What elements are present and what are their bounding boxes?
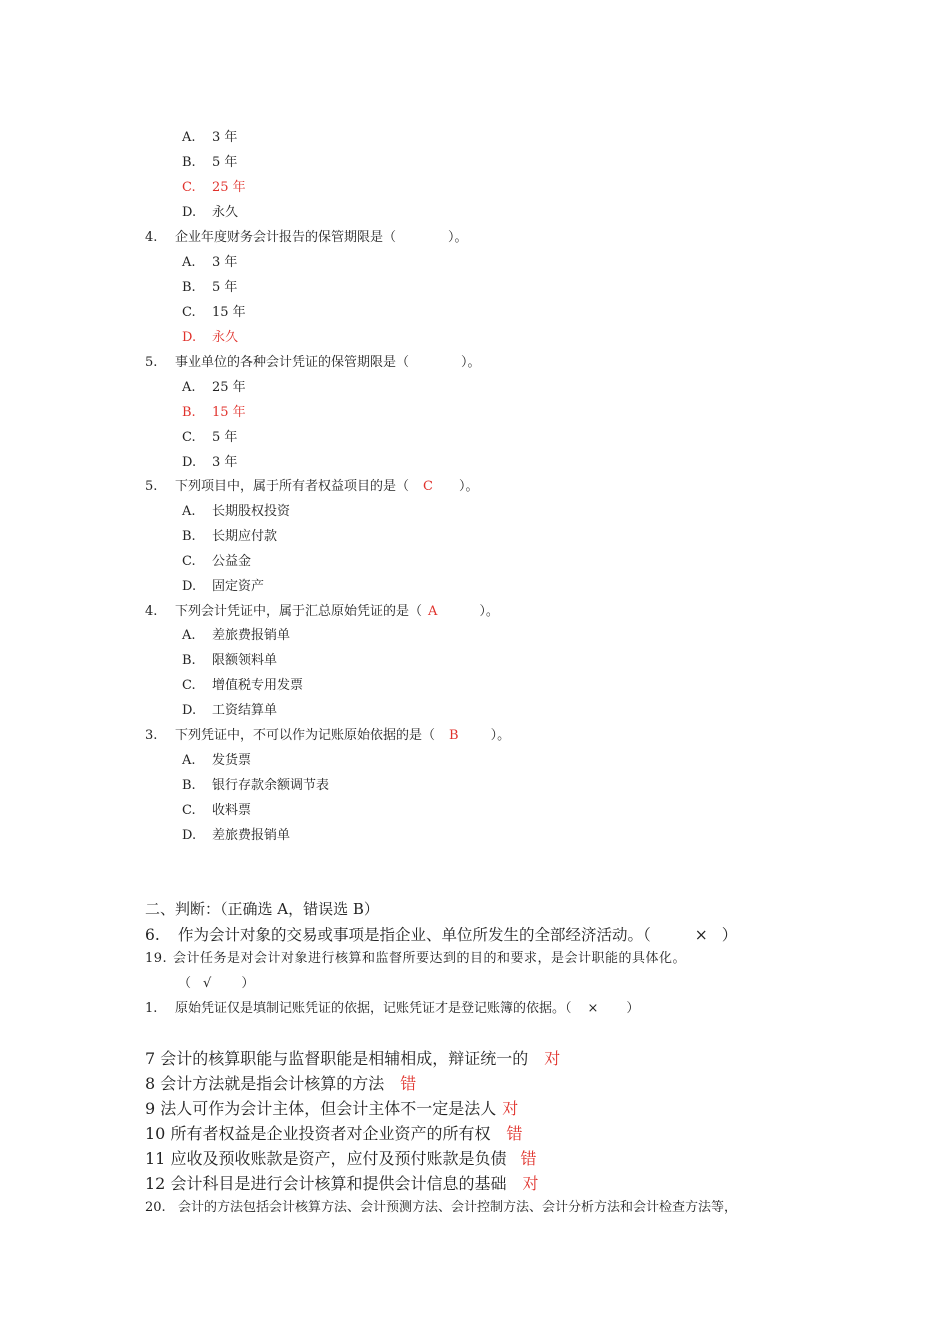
option-b: B. 银行存款余额调节表 [182, 778, 330, 793]
answer-mark: 错 [520, 1149, 537, 1168]
answer-mark: × [694, 926, 708, 944]
option-c: C. 增值税专用发票 [182, 678, 304, 693]
judgment-item: 19. 会计任务是对会计对象进行核算和监督所要达到的目的和要求，是会计职能的具体化。 [145, 951, 687, 966]
option-c: C. 5 年 [182, 430, 238, 445]
answer-mark: √ [203, 976, 212, 991]
option-d: D. 工资结算单 [182, 703, 278, 718]
option-a: A. 3 年 [182, 130, 238, 145]
option-b: B. 5 年 [182, 280, 238, 295]
option-d: D. 3 年 [182, 455, 238, 470]
option-c: C. 收料票 [182, 803, 252, 818]
option-b: B. 限额领料单 [182, 653, 278, 668]
answer-mark: 对 [544, 1049, 561, 1068]
option-c: C. 公益金 [182, 554, 252, 569]
option-a: A. 长期股权投资 [182, 504, 291, 519]
option-b: B. 5 年 [182, 155, 238, 170]
question-stem: 3. 下列凭证中，不可以作为记账原始依据的是（ B ）。 [145, 728, 511, 743]
judgment-item: 11 应收及预收账款是资产，应付及预付账款是负债 错 [145, 1149, 537, 1168]
answer-mark: 对 [502, 1099, 519, 1118]
judgment-item: 20. 会计的方法包括会计核算方法、会计预测方法、会计控制方法、会计分析方法和会计检查方法等， [145, 1200, 738, 1215]
question-stem: 5. 下列项目中，属于所有者权益项目的是（ C ）。 [145, 479, 479, 494]
judgment-item: 7 会计的核算职能与监督职能是相辅相成，辩证统一的 对 [145, 1049, 561, 1068]
option-c-correct: C. 25 年 [182, 180, 246, 195]
judgment-item: 6. 作为会计对象的交易或事项是指企业、单位所发生的全部经济活动。（ × ） [145, 926, 738, 944]
option-b: B. 长期应付款 [182, 529, 278, 544]
judgment-item: 10 所有者权益是企业投资者对企业资产的所有权 错 [145, 1124, 523, 1143]
option-a: A. 3 年 [182, 255, 238, 270]
option-b-correct: B. 15 年 [182, 405, 246, 420]
answer-mark: A [428, 604, 438, 619]
question-stem: 4. 企业年度财务会计报告的保管期限是（ ）。 [145, 230, 468, 245]
option-d: D. 差旅费报销单 [182, 828, 291, 843]
option-d: D. 永久 [182, 205, 239, 220]
section-title: 二、判断：（正确选 A，错误选 B） [145, 900, 379, 918]
judgment-item: 1. 原始凭证仅是填制记账凭证的依据，记账凭证才是登记账簿的依据。（ × ） [145, 1001, 640, 1016]
judgment-item: 8 会计方法就是指会计核算的方法 错 [145, 1074, 417, 1093]
question-stem: 4. 下列会计凭证中，属于汇总原始凭证的是（ A ）。 [145, 604, 499, 619]
option-a: A. 差旅费报销单 [182, 628, 291, 643]
answer-mark: C [423, 479, 433, 494]
judgment-item: 9 法人可作为会计主体，但会计主体不一定是法人 对 [145, 1099, 519, 1118]
option-d: D. 固定资产 [182, 579, 265, 594]
option-c: C. 15 年 [182, 305, 246, 320]
answer-mark: 对 [522, 1174, 539, 1193]
answer-mark: 错 [400, 1074, 417, 1093]
option-a: A. 发货票 [182, 753, 252, 768]
answer-mark: × [587, 1001, 599, 1016]
judgment-answer: （ √ ） [178, 976, 255, 991]
answer-mark: 错 [506, 1124, 523, 1143]
answer-mark: B [449, 728, 459, 743]
question-stem: 5. 事业单位的各种会计凭证的保管期限是（ ）。 [145, 355, 481, 370]
option-a: A. 25 年 [182, 380, 246, 395]
option-d-correct: D. 永久 [182, 330, 239, 345]
judgment-item: 12 会计科目是进行会计核算和提供会计信息的基础 对 [145, 1174, 539, 1193]
